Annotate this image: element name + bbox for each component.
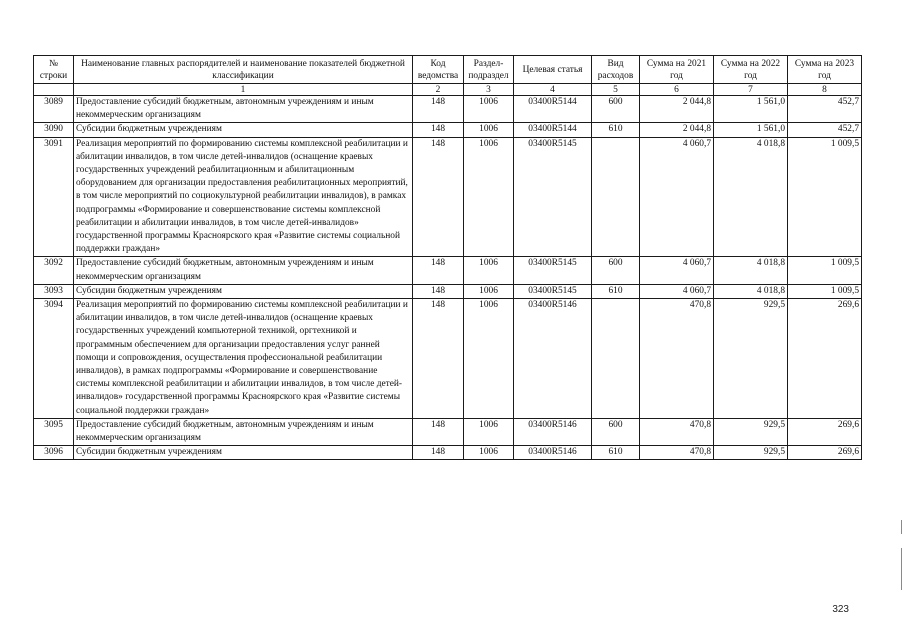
- row-name: Субсидии бюджетным учреждениям: [74, 123, 413, 137]
- expense-type: 600: [592, 257, 640, 284]
- expense-type: 610: [592, 446, 640, 460]
- row-name: Реализация мероприятий по формированию системы комплексной реабилитации и абилитации инвалидов, в том числе детей-инвалидов (оснащение краевых государственных учреждений компьютерной техникой, оргтехникой и программным обеспечением для организации предоставления услуг ранней помощи и сопровождения, осуществления профессиональной реабилитации инвалидов), в рамках подпрограммы «Формирование и совершенствование системы комплексной реабилитации и абилитации инвалидов, в том числе детей-инвалидов» государственной программы Красноярского края «Развитие системы социальной поддержки граждан»: [74, 299, 413, 419]
- department-code: 148: [413, 446, 464, 460]
- sum-2021: 470,8: [640, 446, 714, 460]
- section-code: 1006: [464, 257, 514, 284]
- expense-type: 610: [592, 123, 640, 137]
- row-number: 3090: [34, 123, 74, 137]
- scan-edge-mark: [901, 548, 902, 590]
- department-code: 148: [413, 257, 464, 284]
- header-department-code: Код ведомства: [413, 56, 464, 84]
- target-article: 03400R5145: [514, 284, 592, 298]
- row-number: 3089: [34, 96, 74, 123]
- expense-type: 600: [592, 418, 640, 445]
- department-code: 148: [413, 418, 464, 445]
- section-code: 1006: [464, 284, 514, 298]
- header-target-article: Целевая статья: [514, 56, 592, 84]
- target-article: 03400R5146: [514, 299, 592, 419]
- header-row-number: № строки: [34, 56, 74, 84]
- sum-2021: 470,8: [640, 299, 714, 419]
- sum-2022: 929,5: [714, 446, 788, 460]
- expense-type: 610: [592, 284, 640, 298]
- header-sum-2023: Сумма на 2023 год: [788, 56, 862, 84]
- section-code: 1006: [464, 96, 514, 123]
- table-row: [34, 123, 862, 137]
- row-name: Предоставление субсидий бюджетным, автономным учреждениям и иным некоммерческим организациям: [74, 96, 413, 123]
- sum-2023: 452,7: [788, 96, 862, 123]
- column-number: [34, 84, 74, 96]
- target-article: 03400R5146: [514, 418, 592, 445]
- sum-2023: 1 009,5: [788, 257, 862, 284]
- table-row: [34, 137, 862, 257]
- sum-2022: 4 018,8: [714, 137, 788, 257]
- sum-2023: 452,7: [788, 123, 862, 137]
- expense-type: [592, 299, 640, 419]
- section-code: 1006: [464, 446, 514, 460]
- section-code: 1006: [464, 418, 514, 445]
- header-name: Наименование главных распорядителей и наименование показателей бюджетной классификации: [74, 56, 413, 84]
- department-code: 148: [413, 284, 464, 298]
- table-row: [34, 257, 862, 284]
- target-article: 03400R5144: [514, 123, 592, 137]
- row-name: Реализация мероприятий по формированию системы комплексной реабилитации и абилитации инвалидов, в том числе детей-инвалидов (оснащение краевых государственных учреждений реабилитационным и абилитационным оборудованием для организации предоставления реабилитационных мероприятий, в том числе мероприятий по социокультурной реабилитации инвалидов), в рамках подпрограммы «Формирование и совершенствование системы комплексной реабилитации и абилитации инвалидов, в том числе детей-инвалидов» государственной программы Красноярского края «Развитие системы социальной поддержки граждан»: [74, 137, 413, 257]
- column-number: 7: [714, 84, 788, 96]
- row-number: 3092: [34, 257, 74, 284]
- header-sum-2022: Сумма на 2022 год: [714, 56, 788, 84]
- row-number: 3096: [34, 446, 74, 460]
- sum-2021: 4 060,7: [640, 284, 714, 298]
- column-number: 3: [464, 84, 514, 96]
- department-code: 148: [413, 137, 464, 257]
- section-code: 1006: [464, 137, 514, 257]
- sum-2022: 929,5: [714, 299, 788, 419]
- sum-2022: 4 018,8: [714, 284, 788, 298]
- header-row: [34, 56, 862, 84]
- sum-2023: 269,6: [788, 446, 862, 460]
- target-article: 03400R5145: [514, 257, 592, 284]
- sum-2023: 269,6: [788, 418, 862, 445]
- sum-2023: 1 009,5: [788, 284, 862, 298]
- budget-table: [33, 55, 862, 460]
- target-article: 03400R5145: [514, 137, 592, 257]
- sum-2022: 929,5: [714, 418, 788, 445]
- page-number: 323: [832, 604, 849, 615]
- column-number: 1: [74, 84, 413, 96]
- department-code: 148: [413, 96, 464, 123]
- row-number: 3094: [34, 299, 74, 419]
- row-name: Субсидии бюджетным учреждениям: [74, 446, 413, 460]
- row-number: 3091: [34, 137, 74, 257]
- sum-2021: 4 060,7: [640, 257, 714, 284]
- sum-2023: 269,6: [788, 299, 862, 419]
- header-section: Раздел-подраздел: [464, 56, 514, 84]
- row-name: Предоставление субсидий бюджетным, автономным учреждениям и иным некоммерческим организациям: [74, 257, 413, 284]
- sum-2022: 4 018,8: [714, 257, 788, 284]
- row-name: Предоставление субсидий бюджетным, автономным учреждениям и иным некоммерческим организациям: [74, 418, 413, 445]
- sum-2021: 470,8: [640, 418, 714, 445]
- column-number: 8: [788, 84, 862, 96]
- expense-type: 600: [592, 96, 640, 123]
- section-code: 1006: [464, 299, 514, 419]
- column-number: 4: [514, 84, 592, 96]
- table-row: [34, 418, 862, 445]
- row-name: Субсидии бюджетным учреждениям: [74, 284, 413, 298]
- sum-2023: 1 009,5: [788, 137, 862, 257]
- table-row: [34, 299, 862, 419]
- table-row: [34, 96, 862, 123]
- scan-edge-mark: [901, 520, 902, 534]
- row-number: 3095: [34, 418, 74, 445]
- section-code: 1006: [464, 123, 514, 137]
- header-sum-2021: Сумма на 2021 год: [640, 56, 714, 84]
- sum-2021: 4 060,7: [640, 137, 714, 257]
- target-article: 03400R5144: [514, 96, 592, 123]
- sum-2021: 2 044,8: [640, 96, 714, 123]
- table-row: [34, 446, 862, 460]
- table-row: [34, 284, 862, 298]
- column-number-row: [34, 84, 862, 96]
- department-code: 148: [413, 123, 464, 137]
- column-number: 6: [640, 84, 714, 96]
- department-code: 148: [413, 299, 464, 419]
- sum-2021: 2 044,8: [640, 123, 714, 137]
- column-number: 2: [413, 84, 464, 96]
- expense-type: [592, 137, 640, 257]
- sum-2022: 1 561,0: [714, 96, 788, 123]
- header-expense-type: Вид расходов: [592, 56, 640, 84]
- row-number: 3093: [34, 284, 74, 298]
- target-article: 03400R5146: [514, 446, 592, 460]
- column-number: 5: [592, 84, 640, 96]
- sum-2022: 1 561,0: [714, 123, 788, 137]
